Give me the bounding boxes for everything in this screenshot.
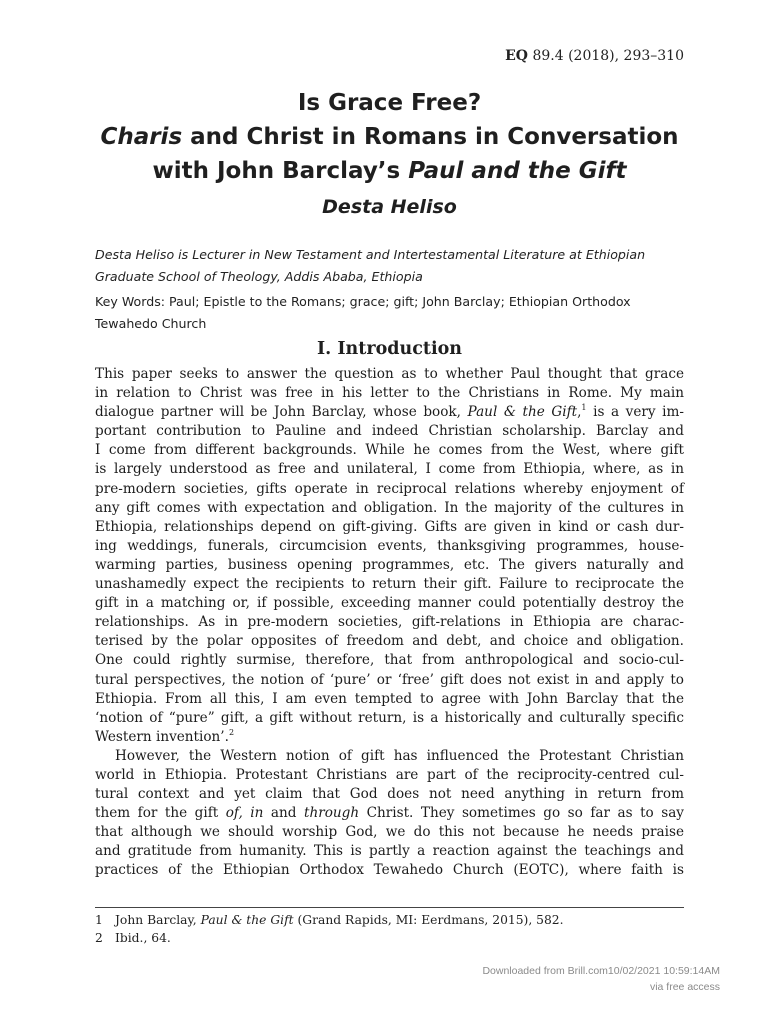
body-text [95, 365, 684, 881]
download-notice [482, 963, 720, 995]
body-line: pre-modern societies, gifts operate in reciprocal relations whereby enjoyment of [95, 480, 684, 497]
footnote-text: Ibid., 64. [115, 931, 171, 945]
keywords-line: Tewahedo Church [95, 316, 207, 331]
footnote-1 [95, 911, 684, 929]
title-italic-charis: Charis [100, 124, 183, 150]
footnote-book-title: Paul & the Gift [200, 913, 294, 927]
body-line: practices of the Ethiopian Orthodox Tewahedo Church (EOTC), where faith is [95, 862, 684, 879]
download-line: via free access [649, 981, 720, 993]
title-line-3 [95, 154, 684, 188]
body-text-span: dialogue partner will be John Barclay, whose book, [95, 404, 468, 421]
footnote-number: 2 [95, 931, 103, 945]
body-line: However, the Western notion of gift has influenced the Protestant Christian [115, 747, 684, 764]
emphasis-italic: of, in [225, 805, 264, 822]
footnote-divider [95, 907, 684, 908]
body-text-span: is a very im- [586, 404, 684, 421]
footnote-ref-1[interactable]: 1 [581, 403, 587, 413]
body-line: portant contribution to Pauline and indeed Christian scholarship. Barclay and [95, 423, 684, 440]
journal-reference [505, 48, 684, 64]
affiliation-line: Desta Heliso is Lecturer in New Testament and Intertestamental Literature at Ethiopian [95, 247, 646, 262]
body-line: unashamedly expect the recipients to return their gift. Failure to reciprocate the [95, 576, 684, 593]
journal-abbr: EQ [505, 48, 529, 64]
body-line: tural context and yet claim that God does not need anything in return from [95, 786, 684, 803]
body-line: tural perspectives, the notion of ‘pure’ or ‘free’ gift does not exist in and apply to [95, 671, 684, 688]
body-text-span: and [263, 805, 304, 822]
footnote-2 [95, 929, 684, 947]
body-line: dialogue partner will be John Barclay, whose book, Paul & the Gift,$^1$ is a very im- [95, 403, 684, 421]
title-line-2-rest: and Christ in Romans in Conversation [182, 124, 679, 150]
title-line-3-start: with John Barclay’s [152, 158, 409, 184]
book-title-italic: Paul & the Gift [467, 404, 578, 421]
body-line: world in Ethiopia. Protestant Christians are part of the reciprocity-centred cul- [95, 766, 684, 783]
journal-volume-pages: 89.4 (2018), 293–310 [532, 48, 684, 64]
body-line: I come from different backgrounds. While he comes from the West, where gift [95, 442, 684, 459]
title-line-2 [95, 120, 684, 154]
section-heading: I. Introduction [317, 339, 462, 359]
download-line: Downloaded from Brill.com10/02/2021 10:59:14AM [482, 965, 720, 977]
footnote-text: (Grand Rapids, MI: Eerdmans, 2015), 582. [293, 913, 564, 927]
article-title [95, 86, 684, 188]
body-line: ‘notion of “pure” gift, a gift without return, is a historically and culturally specific [95, 709, 684, 726]
body-text-span: Western invention’. [95, 728, 229, 745]
body-line: gift in a matching or, if possible, exceeding manner could potentially destroy the [95, 595, 684, 612]
body-line: relationships. As in pre-modern societies, gift-relations in Ethiopia are charac- [95, 614, 684, 631]
body-text-span: Christ. They sometimes go so far as to say [359, 805, 684, 822]
affiliation-line: Graduate School of Theology, Addis Ababa, Ethiopia [95, 269, 423, 284]
body-line: and gratitude from humanity. This is partly a reaction against the teachings and [95, 843, 684, 860]
footnote-ref-2[interactable]: 2 [228, 727, 235, 737]
body-line: in relation to Christ was free in his letter to the Christians in Rome. My main [95, 385, 684, 402]
body-text-span: them for the gift [95, 805, 226, 822]
author-name: Desta Heliso [322, 196, 457, 218]
body-line [95, 728, 684, 747]
body-line [95, 804, 684, 823]
body-line: warming parties, business opening programmes, etc. The givers naturally and [95, 556, 684, 573]
keywords-line: Key Words: Paul; Epistle to the Romans; grace; gift; John Barclay; Ethiopian Orthodox [95, 294, 631, 309]
body-line: any gift comes with expectation and obligation. In the majority of the cultures in [95, 499, 684, 516]
body-line: ing weddings, funerals, circumcision events, thanksgiving programmes, house- [95, 537, 684, 554]
body-line: This paper seeks to answer the question as to whether Paul thought that grace [95, 366, 684, 382]
keywords [95, 291, 695, 335]
author-affiliation [95, 244, 695, 288]
body-line: terised by the polar opposites of freedom and debt, and choice and obligation. [95, 633, 684, 650]
emphasis-italic: through [303, 805, 360, 822]
title-line-1: Is Grace Free? [297, 90, 482, 116]
body-line: is largely understood as free and unilateral, I come from Ethiopia, where, as in [95, 461, 684, 478]
body-line: Ethiopia. From all this, I am even tempted to agree with John Barclay that the [95, 690, 684, 707]
footnote-text: John Barclay, [115, 913, 201, 927]
footnotes [95, 911, 684, 947]
footnote-number: 1 [95, 913, 103, 927]
body-line: that although we should worship God, we do this not because he needs praise [95, 824, 684, 841]
body-line: One could rightly surmise, therefore, that from anthropological and socio-cul- [95, 652, 684, 669]
body-line: Ethiopia, relationships depend on gift-giving. Gifts are given in kind or cash dur- [95, 518, 684, 535]
title-italic-book: Paul and the Gift [408, 158, 627, 184]
